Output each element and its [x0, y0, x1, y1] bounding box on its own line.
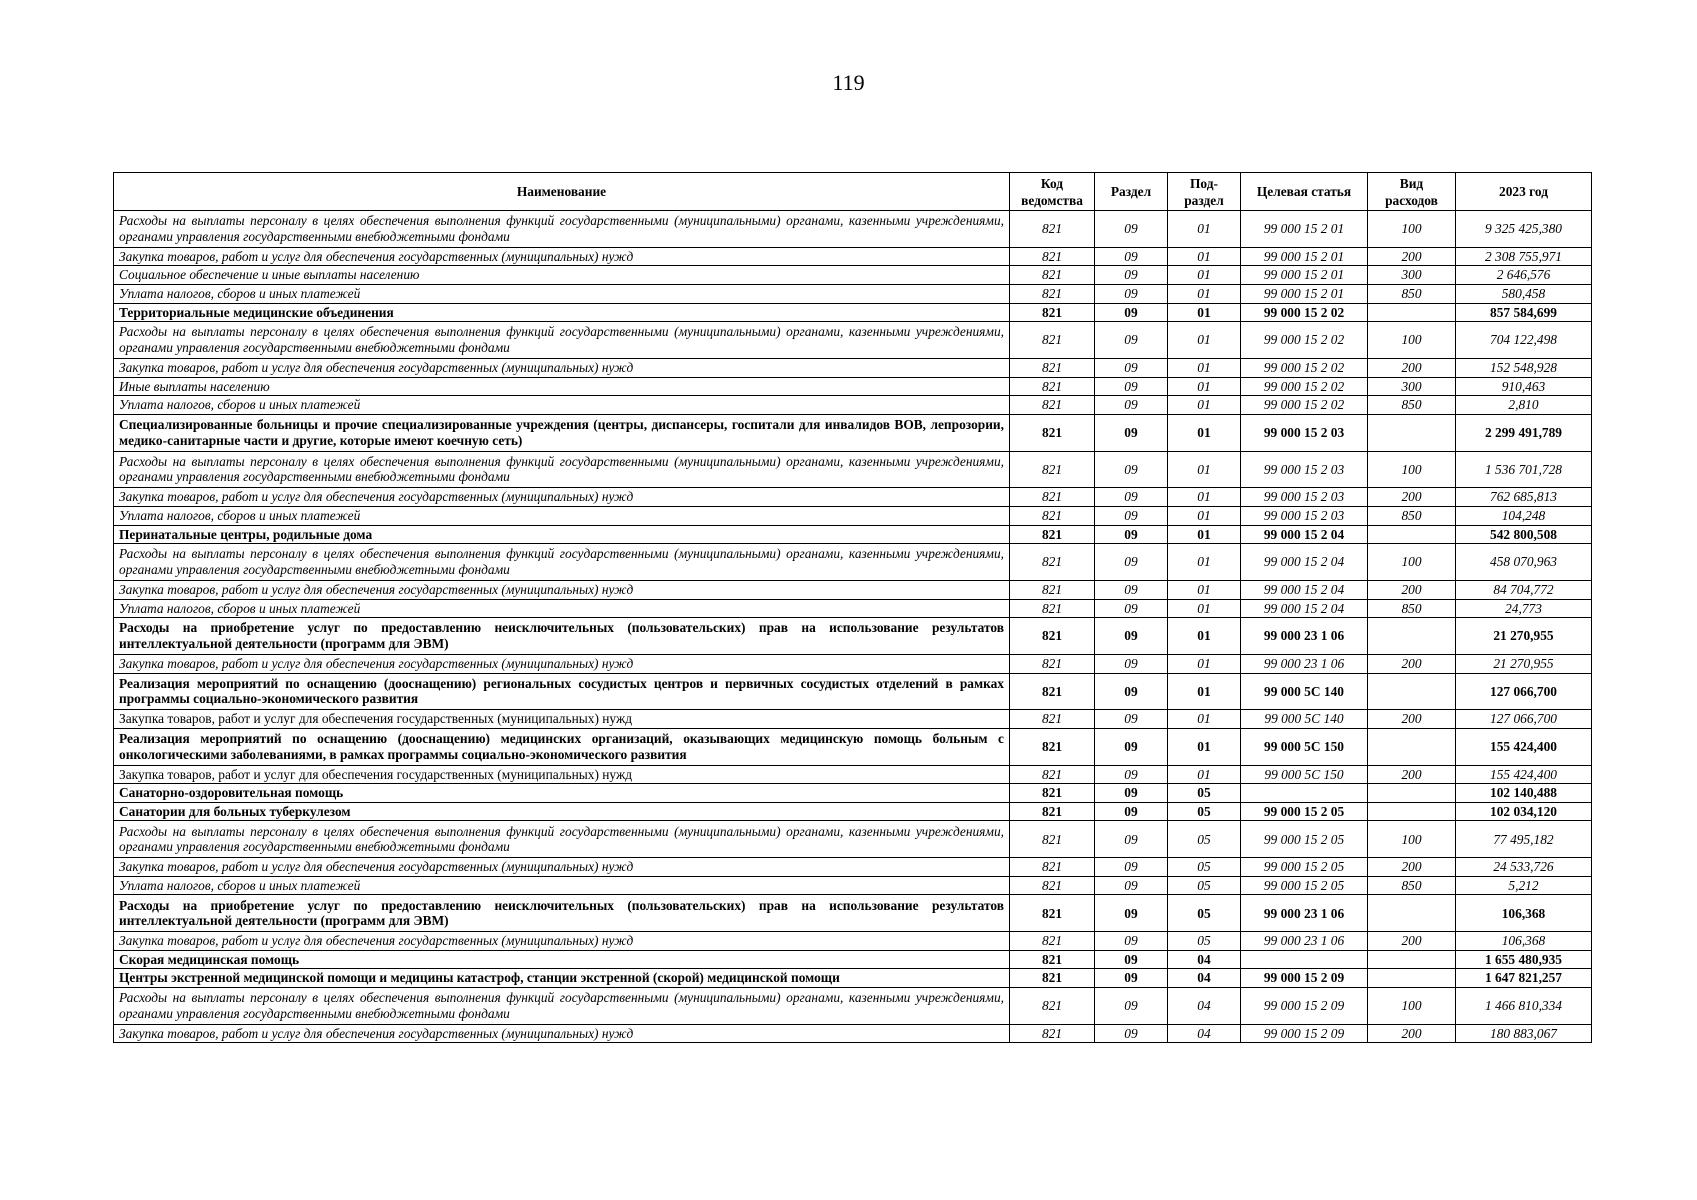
cell-subsection: 01	[1168, 284, 1241, 303]
table-row	[114, 247, 1592, 266]
cell-name: Социальное обеспечение и иные выплаты населению	[114, 266, 1010, 285]
table-row	[114, 580, 1592, 599]
cell-name: Уплата налогов, сборов и иных платежей	[114, 506, 1010, 525]
table-row	[114, 303, 1592, 322]
cell-department-code: 821	[1010, 802, 1095, 821]
cell-subsection: 01	[1168, 377, 1241, 396]
cell-target-article: 99 000 15 2 09	[1241, 988, 1368, 1025]
cell-amount: 1 536 701,728	[1456, 451, 1592, 488]
table-row	[114, 414, 1592, 451]
cell-subsection: 04	[1168, 1024, 1241, 1043]
cell-target-article: 99 000 23 1 06	[1241, 618, 1368, 655]
cell-subsection: 01	[1168, 673, 1241, 710]
cell-expense-type: 200	[1368, 488, 1456, 507]
cell-target-article: 99 000 15 2 02	[1241, 303, 1368, 322]
cell-section: 09	[1095, 599, 1168, 618]
table-row	[114, 969, 1592, 988]
cell-amount: 2 308 755,971	[1456, 247, 1592, 266]
cell-name: Закупка товаров, работ и услуг для обеспечения государственных (муниципальных) нужд	[114, 247, 1010, 266]
cell-expense-type	[1368, 525, 1456, 544]
cell-amount: 21 270,955	[1456, 654, 1592, 673]
cell-expense-type: 850	[1368, 506, 1456, 525]
cell-amount: 2,810	[1456, 396, 1592, 415]
cell-name: Специализированные больницы и прочие специализированные учреждения (центры, диспансеры, госпитали для инвалидов ВОВ, лепрозории, медико-санитарные части и другие, которые имеют коечную сеть)	[114, 414, 1010, 451]
cell-department-code: 821	[1010, 284, 1095, 303]
table-row	[114, 950, 1592, 969]
cell-subsection: 05	[1168, 895, 1241, 932]
cell-expense-type: 100	[1368, 821, 1456, 858]
cell-amount: 857 584,699	[1456, 303, 1592, 322]
cell-target-article: 99 000 15 2 01	[1241, 247, 1368, 266]
cell-department-code: 821	[1010, 247, 1095, 266]
table-row	[114, 728, 1592, 765]
cell-subsection: 01	[1168, 728, 1241, 765]
cell-section: 09	[1095, 284, 1168, 303]
cell-expense-type	[1368, 303, 1456, 322]
cell-target-article: 99 000 15 2 09	[1241, 1024, 1368, 1043]
cell-subsection: 04	[1168, 950, 1241, 969]
cell-expense-type: 300	[1368, 266, 1456, 285]
cell-amount: 106,368	[1456, 895, 1592, 932]
cell-amount: 580,458	[1456, 284, 1592, 303]
cell-subsection: 01	[1168, 599, 1241, 618]
cell-amount: 106,368	[1456, 932, 1592, 951]
header-name: Наименование	[114, 173, 1010, 211]
cell-target-article: 99 000 15 2 04	[1241, 580, 1368, 599]
cell-subsection: 05	[1168, 858, 1241, 877]
cell-name: Расходы на выплаты персоналу в целях обеспечения выполнения функций государственными (муниципальными) органами, казенными учреждениями, органами управления государственными внебюджетными фондами	[114, 451, 1010, 488]
cell-name: Расходы на выплаты персоналу в целях обеспечения выполнения функций государственными (муниципальными) органами, казенными учреждениями, органами управления государственными внебюджетными фондами	[114, 988, 1010, 1025]
cell-amount: 24,773	[1456, 599, 1592, 618]
cell-subsection: 05	[1168, 802, 1241, 821]
cell-department-code: 821	[1010, 506, 1095, 525]
cell-department-code: 821	[1010, 710, 1095, 729]
cell-expense-type	[1368, 414, 1456, 451]
cell-name: Расходы на выплаты персоналу в целях обеспечения выполнения функций государственными (муниципальными) органами, казенными учреждениями, органами управления государственными внебюджетными фондами	[114, 544, 1010, 581]
cell-subsection: 01	[1168, 303, 1241, 322]
cell-expense-type: 850	[1368, 396, 1456, 415]
cell-subsection: 05	[1168, 784, 1241, 803]
cell-expense-type	[1368, 728, 1456, 765]
cell-department-code: 821	[1010, 1024, 1095, 1043]
table-row	[114, 932, 1592, 951]
cell-target-article: 99 000 15 2 04	[1241, 525, 1368, 544]
cell-department-code: 821	[1010, 895, 1095, 932]
cell-amount: 77 495,182	[1456, 821, 1592, 858]
cell-target-article: 99 000 15 2 04	[1241, 599, 1368, 618]
table-row	[114, 1024, 1592, 1043]
table-row	[114, 544, 1592, 581]
cell-department-code: 821	[1010, 544, 1095, 581]
cell-section: 09	[1095, 396, 1168, 415]
cell-expense-type: 300	[1368, 377, 1456, 396]
cell-department-code: 821	[1010, 414, 1095, 451]
cell-section: 09	[1095, 1024, 1168, 1043]
cell-name: Закупка товаров, работ и услуг для обеспечения государственных (муниципальных) нужд	[114, 765, 1010, 784]
cell-name: Закупка товаров, работ и услуг для обеспечения государственных (муниципальных) нужд	[114, 358, 1010, 377]
table-row	[114, 654, 1592, 673]
cell-section: 09	[1095, 580, 1168, 599]
cell-target-article: 99 000 15 2 04	[1241, 544, 1368, 581]
cell-amount: 155 424,400	[1456, 728, 1592, 765]
cell-section: 09	[1095, 895, 1168, 932]
cell-department-code: 821	[1010, 358, 1095, 377]
cell-name: Расходы на выплаты персоналу в целях обеспечения выполнения функций государственными (муниципальными) органами, казенными учреждениями, органами управления государственными внебюджетными фондами	[114, 211, 1010, 248]
table-row	[114, 618, 1592, 655]
cell-subsection: 01	[1168, 710, 1241, 729]
cell-subsection: 01	[1168, 451, 1241, 488]
cell-amount: 24 533,726	[1456, 858, 1592, 877]
cell-amount: 5,212	[1456, 876, 1592, 895]
table-row	[114, 396, 1592, 415]
header-target-article: Целевая статья	[1241, 173, 1368, 211]
table-row	[114, 358, 1592, 377]
cell-amount: 180 883,067	[1456, 1024, 1592, 1043]
cell-amount: 910,463	[1456, 377, 1592, 396]
table-row	[114, 784, 1592, 803]
cell-name: Расходы на выплаты персоналу в целях обеспечения выполнения функций государственными (муниципальными) органами, казенными учреждениями, органами управления государственными внебюджетными фондами	[114, 322, 1010, 359]
cell-department-code: 821	[1010, 599, 1095, 618]
cell-target-article: 99 000 15 2 05	[1241, 876, 1368, 895]
cell-department-code: 821	[1010, 950, 1095, 969]
cell-expense-type: 100	[1368, 544, 1456, 581]
cell-expense-type	[1368, 618, 1456, 655]
cell-target-article: 99 000 15 2 02	[1241, 396, 1368, 415]
cell-target-article: 99 000 15 2 03	[1241, 414, 1368, 451]
cell-department-code: 821	[1010, 932, 1095, 951]
table-row	[114, 377, 1592, 396]
page-number: 119	[832, 70, 865, 95]
cell-expense-type: 850	[1368, 284, 1456, 303]
cell-target-article	[1241, 950, 1368, 969]
cell-expense-type	[1368, 895, 1456, 932]
cell-section: 09	[1095, 377, 1168, 396]
cell-name: Реализация мероприятий по оснащению (дооснащению) медицинских организаций, оказывающих медицинскую помощь больным с онкологическими заболеваниями, в рамках программы социально-экономического развития	[114, 728, 1010, 765]
cell-subsection: 05	[1168, 876, 1241, 895]
cell-name: Закупка товаров, работ и услуг для обеспечения государственных (муниципальных) нужд	[114, 932, 1010, 951]
cell-department-code: 821	[1010, 618, 1095, 655]
cell-amount: 542 800,508	[1456, 525, 1592, 544]
cell-section: 09	[1095, 728, 1168, 765]
cell-department-code: 821	[1010, 876, 1095, 895]
cell-name: Закупка товаров, работ и услуг для обеспечения государственных (муниципальных) нужд	[114, 1024, 1010, 1043]
cell-expense-type: 200	[1368, 247, 1456, 266]
table-row	[114, 506, 1592, 525]
cell-name: Расходы на приобретение услуг по предоставлению неисключительных (пользовательских) прав на использование результатов интеллектуальной деятельности (программ для ЭВМ)	[114, 895, 1010, 932]
cell-section: 09	[1095, 303, 1168, 322]
cell-amount: 21 270,955	[1456, 618, 1592, 655]
cell-name: Перинатальные центры, родильные дома	[114, 525, 1010, 544]
cell-section: 09	[1095, 451, 1168, 488]
cell-section: 09	[1095, 506, 1168, 525]
cell-amount: 152 548,928	[1456, 358, 1592, 377]
cell-expense-type: 100	[1368, 211, 1456, 248]
cell-target-article: 99 000 5С 140	[1241, 710, 1368, 729]
cell-target-article	[1241, 784, 1368, 803]
cell-subsection: 01	[1168, 414, 1241, 451]
cell-target-article: 99 000 15 2 01	[1241, 211, 1368, 248]
cell-subsection: 01	[1168, 247, 1241, 266]
cell-section: 09	[1095, 211, 1168, 248]
cell-section: 09	[1095, 969, 1168, 988]
cell-subsection: 01	[1168, 266, 1241, 285]
cell-subsection: 01	[1168, 580, 1241, 599]
table-row	[114, 488, 1592, 507]
cell-target-article: 99 000 15 2 05	[1241, 821, 1368, 858]
cell-section: 09	[1095, 358, 1168, 377]
table-row	[114, 765, 1592, 784]
cell-department-code: 821	[1010, 303, 1095, 322]
cell-subsection: 01	[1168, 211, 1241, 248]
cell-department-code: 821	[1010, 451, 1095, 488]
cell-department-code: 821	[1010, 266, 1095, 285]
cell-department-code: 821	[1010, 988, 1095, 1025]
cell-amount: 102 034,120	[1456, 802, 1592, 821]
table-body	[114, 211, 1592, 1043]
cell-section: 09	[1095, 988, 1168, 1025]
header-subsection: Под-раздел	[1168, 173, 1241, 211]
cell-department-code: 821	[1010, 728, 1095, 765]
cell-department-code: 821	[1010, 580, 1095, 599]
cell-subsection: 04	[1168, 969, 1241, 988]
cell-section: 09	[1095, 673, 1168, 710]
cell-name: Реализация мероприятий по оснащению (дооснащению) региональных сосудистых центров и первичных сосудистых отделений в рамках программы социально-экономического развития	[114, 673, 1010, 710]
table-row	[114, 599, 1592, 618]
table-row	[114, 802, 1592, 821]
cell-subsection: 01	[1168, 765, 1241, 784]
cell-subsection: 01	[1168, 506, 1241, 525]
cell-section: 09	[1095, 950, 1168, 969]
cell-target-article: 99 000 15 2 02	[1241, 322, 1368, 359]
cell-name: Закупка товаров, работ и услуг для обеспечения государственных (муниципальных) нужд	[114, 858, 1010, 877]
cell-name: Уплата налогов, сборов и иных платежей	[114, 284, 1010, 303]
cell-name: Территориальные медицинские объединения	[114, 303, 1010, 322]
cell-subsection: 01	[1168, 396, 1241, 415]
cell-name: Санаторно-оздоровительная помощь	[114, 784, 1010, 803]
cell-section: 09	[1095, 932, 1168, 951]
cell-expense-type: 850	[1368, 599, 1456, 618]
cell-expense-type	[1368, 673, 1456, 710]
table-row	[114, 876, 1592, 895]
cell-section: 09	[1095, 414, 1168, 451]
table-row	[114, 821, 1592, 858]
cell-subsection: 05	[1168, 932, 1241, 951]
cell-amount: 155 424,400	[1456, 765, 1592, 784]
cell-expense-type: 100	[1368, 451, 1456, 488]
cell-target-article: 99 000 15 2 03	[1241, 488, 1368, 507]
cell-target-article: 99 000 5С 150	[1241, 728, 1368, 765]
cell-target-article: 99 000 23 1 06	[1241, 654, 1368, 673]
cell-name: Иные выплаты населению	[114, 377, 1010, 396]
cell-target-article: 99 000 15 2 09	[1241, 969, 1368, 988]
cell-name: Скорая медицинская помощь	[114, 950, 1010, 969]
cell-department-code: 821	[1010, 821, 1095, 858]
cell-subsection: 01	[1168, 525, 1241, 544]
header-section: Раздел	[1095, 173, 1168, 211]
cell-amount: 9 325 425,380	[1456, 211, 1592, 248]
cell-name: Закупка товаров, работ и услуг для обеспечения государственных (муниципальных) нужд	[114, 654, 1010, 673]
cell-subsection: 01	[1168, 488, 1241, 507]
cell-section: 09	[1095, 765, 1168, 784]
cell-target-article: 99 000 23 1 06	[1241, 895, 1368, 932]
cell-section: 09	[1095, 710, 1168, 729]
cell-expense-type: 200	[1368, 1024, 1456, 1043]
cell-section: 09	[1095, 802, 1168, 821]
cell-amount: 2 299 491,789	[1456, 414, 1592, 451]
cell-amount: 704 122,498	[1456, 322, 1592, 359]
cell-target-article: 99 000 15 2 03	[1241, 451, 1368, 488]
cell-department-code: 821	[1010, 377, 1095, 396]
cell-target-article: 99 000 15 2 05	[1241, 858, 1368, 877]
cell-department-code: 821	[1010, 673, 1095, 710]
cell-target-article: 99 000 15 2 02	[1241, 358, 1368, 377]
cell-amount: 102 140,488	[1456, 784, 1592, 803]
table-row	[114, 451, 1592, 488]
cell-department-code: 821	[1010, 858, 1095, 877]
cell-section: 09	[1095, 876, 1168, 895]
cell-department-code: 821	[1010, 654, 1095, 673]
header-year-2023: 2023 год	[1456, 173, 1592, 211]
cell-expense-type: 200	[1368, 765, 1456, 784]
budget-table	[113, 172, 1592, 1043]
cell-subsection: 01	[1168, 358, 1241, 377]
header-row	[114, 173, 1592, 211]
cell-expense-type	[1368, 950, 1456, 969]
cell-department-code: 821	[1010, 211, 1095, 248]
cell-name: Закупка товаров, работ и услуг для обеспечения государственных (муниципальных) нужд	[114, 488, 1010, 507]
cell-name: Центры экстренной медицинской помощи и медицины катастроф, станции экстренной (скорой) медицинской помощи	[114, 969, 1010, 988]
cell-amount: 2 646,576	[1456, 266, 1592, 285]
cell-target-article: 99 000 23 1 06	[1241, 932, 1368, 951]
cell-subsection: 01	[1168, 544, 1241, 581]
cell-expense-type: 200	[1368, 858, 1456, 877]
cell-department-code: 821	[1010, 488, 1095, 507]
cell-section: 09	[1095, 544, 1168, 581]
cell-expense-type: 100	[1368, 988, 1456, 1025]
cell-name: Расходы на выплаты персоналу в целях обеспечения выполнения функций государственными (муниципальными) органами, казенными учреждениями, органами управления государственными внебюджетными фондами	[114, 821, 1010, 858]
cell-department-code: 821	[1010, 322, 1095, 359]
table-row	[114, 266, 1592, 285]
table-header	[114, 173, 1592, 211]
cell-name: Расходы на приобретение услуг по предоставлению неисключительных (пользовательских) прав на использование результатов интеллектуальной деятельности (программ для ЭВМ)	[114, 618, 1010, 655]
cell-department-code: 821	[1010, 765, 1095, 784]
table-row	[114, 710, 1592, 729]
cell-expense-type	[1368, 969, 1456, 988]
cell-section: 09	[1095, 525, 1168, 544]
table-row	[114, 525, 1592, 544]
table-row	[114, 673, 1592, 710]
cell-name: Уплата налогов, сборов и иных платежей	[114, 599, 1010, 618]
header-expense-type: Вид расходов	[1368, 173, 1456, 211]
cell-name: Уплата налогов, сборов и иных платежей	[114, 876, 1010, 895]
cell-target-article: 99 000 5С 140	[1241, 673, 1368, 710]
table-row	[114, 211, 1592, 248]
cell-expense-type	[1368, 802, 1456, 821]
cell-section: 09	[1095, 322, 1168, 359]
cell-section: 09	[1095, 654, 1168, 673]
cell-name: Санатории для больных туберкулезом	[114, 802, 1010, 821]
cell-expense-type: 200	[1368, 654, 1456, 673]
cell-expense-type: 200	[1368, 580, 1456, 599]
cell-expense-type	[1368, 784, 1456, 803]
cell-amount: 762 685,813	[1456, 488, 1592, 507]
table-row	[114, 895, 1592, 932]
cell-expense-type: 200	[1368, 932, 1456, 951]
cell-name: Закупка товаров, работ и услуг для обеспечения государственных (муниципальных) нужд	[114, 710, 1010, 729]
cell-subsection: 01	[1168, 322, 1241, 359]
cell-amount: 458 070,963	[1456, 544, 1592, 581]
table-row	[114, 284, 1592, 303]
cell-department-code: 821	[1010, 525, 1095, 544]
cell-target-article: 99 000 15 2 05	[1241, 802, 1368, 821]
cell-section: 09	[1095, 784, 1168, 803]
cell-amount: 1 655 480,935	[1456, 950, 1592, 969]
cell-section: 09	[1095, 821, 1168, 858]
cell-expense-type: 100	[1368, 322, 1456, 359]
cell-department-code: 821	[1010, 396, 1095, 415]
cell-target-article: 99 000 15 2 01	[1241, 266, 1368, 285]
header-department-code: Код ведомства	[1010, 173, 1095, 211]
cell-target-article: 99 000 5С 150	[1241, 765, 1368, 784]
cell-expense-type: 200	[1368, 358, 1456, 377]
cell-department-code: 821	[1010, 784, 1095, 803]
cell-subsection: 01	[1168, 654, 1241, 673]
table-row	[114, 322, 1592, 359]
cell-section: 09	[1095, 858, 1168, 877]
table-row	[114, 858, 1592, 877]
cell-name: Уплата налогов, сборов и иных платежей	[114, 396, 1010, 415]
cell-target-article: 99 000 15 2 01	[1241, 284, 1368, 303]
cell-subsection: 04	[1168, 988, 1241, 1025]
cell-subsection: 05	[1168, 821, 1241, 858]
cell-expense-type: 850	[1368, 876, 1456, 895]
cell-section: 09	[1095, 488, 1168, 507]
cell-expense-type: 200	[1368, 710, 1456, 729]
cell-target-article: 99 000 15 2 03	[1241, 506, 1368, 525]
cell-section: 09	[1095, 618, 1168, 655]
cell-subsection: 01	[1168, 618, 1241, 655]
cell-amount: 84 704,772	[1456, 580, 1592, 599]
cell-department-code: 821	[1010, 969, 1095, 988]
cell-section: 09	[1095, 247, 1168, 266]
cell-amount: 1 466 810,334	[1456, 988, 1592, 1025]
cell-amount: 127 066,700	[1456, 673, 1592, 710]
cell-section: 09	[1095, 266, 1168, 285]
cell-amount: 127 066,700	[1456, 710, 1592, 729]
table-row	[114, 988, 1592, 1025]
cell-amount: 104,248	[1456, 506, 1592, 525]
cell-target-article: 99 000 15 2 02	[1241, 377, 1368, 396]
cell-amount: 1 647 821,257	[1456, 969, 1592, 988]
cell-name: Закупка товаров, работ и услуг для обеспечения государственных (муниципальных) нужд	[114, 580, 1010, 599]
